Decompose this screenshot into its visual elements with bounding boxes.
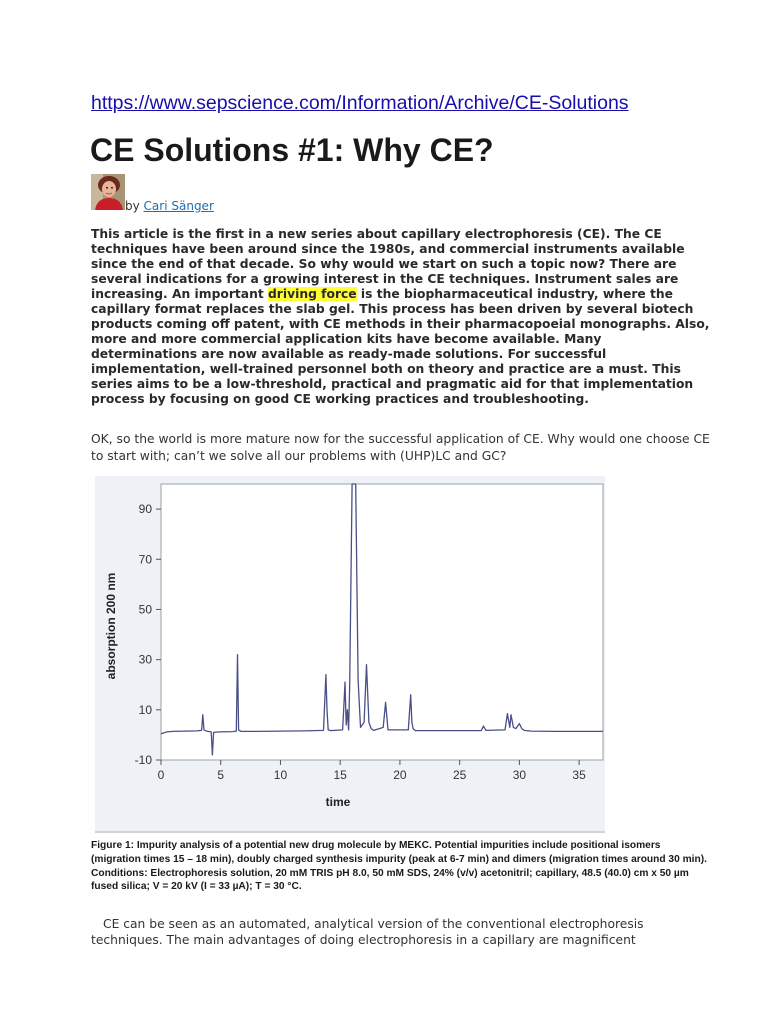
y-tick-label: 90 bbox=[138, 502, 152, 517]
x-tick-label: 5 bbox=[217, 768, 225, 782]
source-url-link[interactable]: https://www.sepscience.com/Information/Archive/CE-Solutions bbox=[91, 92, 629, 114]
intro-part-1: This article is the first in a new series about capillary electrophoresis (CE). The CE techniques have been around since the 1980s, and commercial instruments available since the end of that decade. So why would we start on such a topic now? There are several indications for a growing interest in the CE techniques. Instrument sales are increasing. An important bbox=[91, 227, 685, 301]
y-tick-label: -10 bbox=[134, 753, 152, 767]
y-axis-title: absorption 200 nm bbox=[104, 572, 118, 680]
figure-caption: Figure 1: Impurity analysis of a potential new drug molecule by MEKC. Potential impurities include positional isomers (migration times 15 – 18 min), doubly charged synthesis impurity (peak at 6-7 min) and dimers (migration times around 30 min). Conditions: Electrophoresis solution, 20 mM TRIS pH 8.0, 50 mM SDS, 24% (v/v) acetonitril; capillary, 48.5 (40.0) cm x 50 µm fused silica; V = 20 kV (I = 33 µA); T = 30 °C. bbox=[91, 840, 707, 893]
x-tick-label: 35 bbox=[572, 768, 586, 782]
x-tick-label: 15 bbox=[333, 768, 347, 782]
plot-area-frame bbox=[161, 484, 603, 760]
intro-part-2: is the biopharmaceutical industry, where the capillary format replaces the slab gel. This process has been driven by several biotech products coming off patent, with CE methods in their pharmacopoeial monographs. Also, more and more commercial application kits have become available. Many determinations are now available as ready-made solutions. For successful implementation, well-trained personnel both on theory and practice are a must. This series aims to be a low-threshold, practical and pragmatic aid for that implementation process by focusing on good CE working practices and troubleshooting. bbox=[91, 287, 710, 406]
x-tick-label: 10 bbox=[273, 768, 288, 782]
y-tick-label: 70 bbox=[138, 552, 152, 567]
x-axis-title: time bbox=[325, 795, 351, 809]
highlighted-phrase[interactable]: driving force bbox=[268, 287, 357, 301]
author-link[interactable]: Cari Sänger bbox=[143, 199, 214, 213]
electropherogram-figure bbox=[95, 476, 605, 833]
x-tick-label: 20 bbox=[393, 768, 407, 782]
x-tick-label: 0 bbox=[157, 768, 165, 782]
x-tick-label: 30 bbox=[512, 768, 527, 782]
intro-paragraph bbox=[91, 227, 711, 407]
byline-prefix: by bbox=[125, 199, 140, 213]
electropherogram-chart bbox=[95, 476, 605, 831]
paragraph-3: CE can be seen as an automated, analytical version of the conventional electrophoresis techniques. The main advantages of doing electrophoresis in a capillary are magnificent bbox=[91, 917, 644, 947]
y-tick-label: 50 bbox=[138, 602, 152, 617]
x-tick-label: 25 bbox=[452, 768, 467, 782]
y-tick-label: 30 bbox=[138, 652, 152, 667]
page-title: CE Solutions #1: Why CE? bbox=[90, 132, 494, 168]
y-tick-label: 10 bbox=[138, 702, 152, 717]
byline-text bbox=[125, 199, 214, 213]
author-avatar bbox=[91, 174, 125, 210]
paragraph-2: OK, so the world is more mature now for the successful application of CE. Why would one choose CE to start with; can’t we solve all our problems with (UHP)LC and GC? bbox=[91, 432, 710, 463]
